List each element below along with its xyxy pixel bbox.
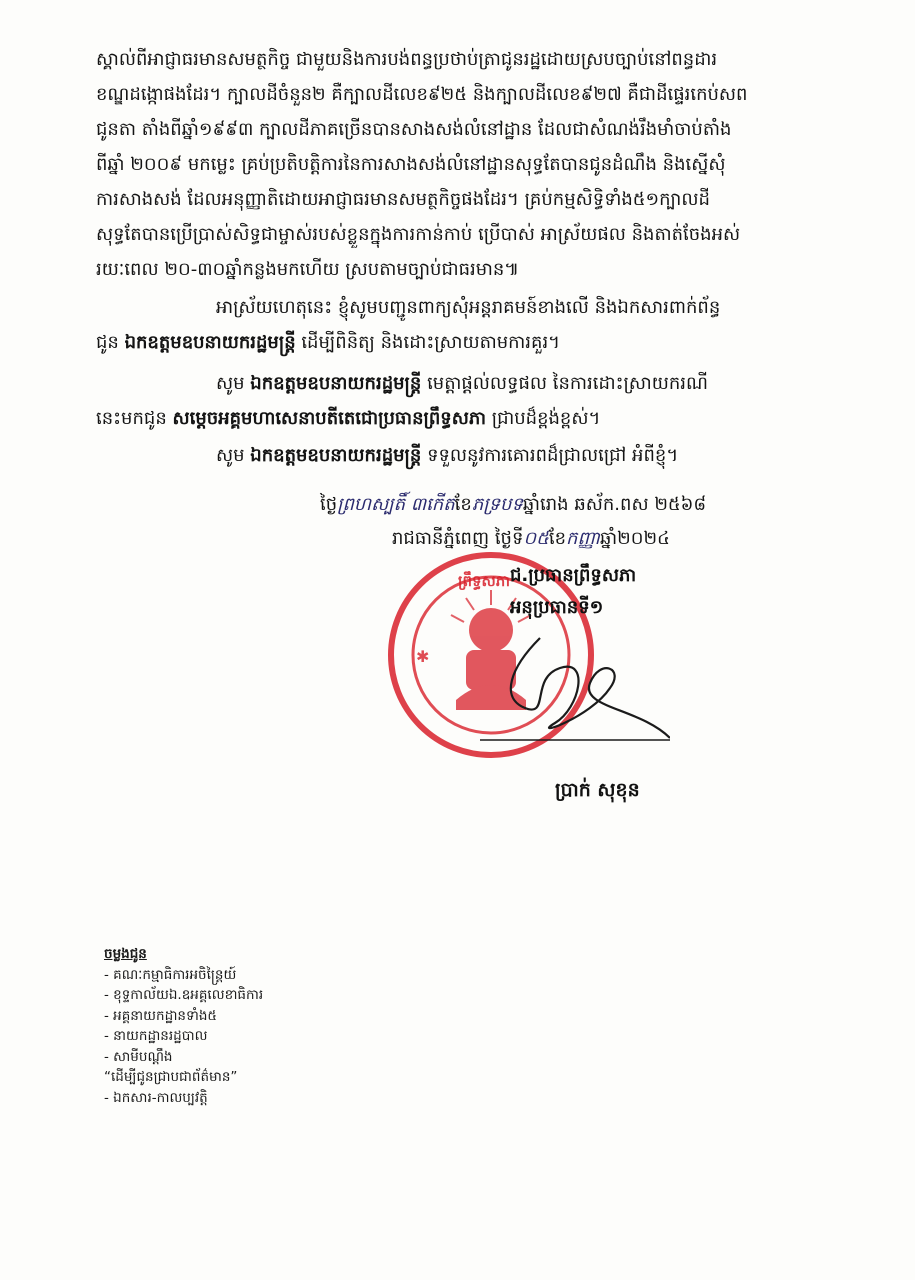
text-line	[96, 366, 708, 401]
list-item: - ឯកសារ-កាលប្បវត្តិ	[104, 1089, 208, 1106]
text-span: នេះមកជូន	[96, 408, 173, 429]
cc-items	[104, 965, 263, 1109]
handwritten-signature	[470, 628, 670, 748]
cc-title: ចម្លងជូន	[104, 946, 147, 962]
list-item: - ខុទ្ទកាល័យឯ.ឧអគ្គលេខាធិការ	[104, 987, 264, 1003]
lunar-date	[320, 488, 706, 521]
text-span: សូម	[216, 445, 251, 466]
text-span: សូម	[216, 373, 251, 394]
text-span: ដើម្បីពិនិត្យ និងដោះស្រាយតាមការគួរ។	[295, 332, 561, 353]
svg-text:✱: ✱	[416, 647, 430, 666]
body-paragraph-1	[96, 42, 747, 287]
text-span: ថ្ងៃ	[320, 494, 338, 515]
text-span: ជូន	[96, 332, 125, 353]
body-paragraph-2	[96, 290, 720, 360]
text-line: ជូនតា តាំងពីឆ្នាំ១៩៩៣ ក្បាលដីភាគច្រើនបានសាងសង់លំនៅដ្ឋាន ដែលជាសំណង់រឹងមាំចាប់តាំង	[96, 119, 732, 140]
text-line: ពីឆ្នាំ ២០០៩ មកម្លេះ គ្រប់ប្រតិបត្តិការនៃការសាងសង់លំនៅដ្ឋានសុទ្ធតែបានជូនដំណឹង និងស្នើសុំ	[96, 154, 726, 175]
text-line: សុទ្ធតែបានប្រើប្រាស់សិទ្ធជាម្ចាស់របស់ខ្លួនក្នុងការកាន់កាប់ ប្រើបាស់ អាស្រ័យផល និងតាត់ចែងអស់	[96, 224, 741, 245]
text-span: ទទួលនូវការគោរពដ៏ជ្រាលជ្រៅ អំពីខ្ញុំ។	[421, 445, 679, 466]
text-line	[96, 438, 678, 473]
text-line: ការសាងសង់ ដែលអនុញ្ញាតិដោយអាជ្ញាធរមានសមត្ថកិច្ចផងដែរ។ គ្រប់កម្មសិទ្ធិទាំង៥១ក្បាលដី	[96, 189, 710, 210]
text-line: អាស្រ័យហេតុនេះ ខ្ញុំសូមបញ្ជូនពាក្យសុំអន្តរាគមន៍ខាងលើ និងឯកសារពាក់ព័ន្ធ	[216, 297, 721, 318]
text-line	[96, 401, 708, 436]
text-line: ខណ្ឌដង្កោផងដែរ។ ក្បាលដីចំនួន២ គឺក្បាលដីលេខ៩២៥ និងក្បាលដីលេខ៩២៧ គឺជាដីផ្ទេរកេប់សព	[96, 84, 748, 105]
cc-list	[104, 944, 263, 1108]
text-line: ស្គាល់ពីអាជ្ញាធរមានសមត្ថកិច្ច ជាមួយនិងការបង់ពន្ធប្រថាប់ត្រាជូនរដ្ឋដោយស្របច្បាប់នៅពន្ធដារ	[96, 49, 718, 70]
text-line: រយៈពេល ២០-៣០ឆ្នាំកន្លងមកហើយ ស្របតាមច្បាប់ជាធរមាន៕	[96, 259, 520, 280]
list-item: - គណៈកម្មាធិការអចិន្ត្រៃយ៍	[104, 966, 237, 983]
addressee-bold: ឯកឧត្តមឧបនាយករដ្ឋមន្ត្រី	[124, 332, 296, 353]
seal-text: ព្រឹទ្ធសភា	[458, 572, 511, 590]
handwritten-field: កញ្ញា	[566, 528, 600, 549]
text-span: មេត្តាផ្តល់លទ្ធផល នៃការដោះស្រាយករណី	[421, 373, 708, 394]
addressee-bold: សម្តេចអគ្គមហាសេនាបតីតេជោប្រធានព្រឹទ្ធសភា	[172, 408, 486, 429]
signatory-title-line2: អនុប្រធានទី១	[510, 597, 604, 618]
text-span: ខែ	[548, 528, 567, 549]
text-span: ខែ	[454, 494, 472, 515]
text-line	[96, 325, 720, 360]
signatory-title-line1: ជ.ប្រធានព្រឹទ្ធសភា	[510, 565, 637, 586]
list-item: - នាយកដ្ឋានរដ្ឋបាល	[104, 1028, 208, 1044]
text-span: ជ្រាបដ៏ខ្ពង់ខ្ពស់។	[486, 408, 601, 429]
list-item: - សាមីបណ្តឹង	[104, 1048, 173, 1065]
text-span: ឆ្នាំរោង ឆស័ក.ពស ២៥៦៨	[522, 494, 707, 515]
handwritten-field: ភទ្របទ	[471, 494, 523, 515]
body-paragraph-4	[96, 438, 678, 473]
text-span: ឆ្នាំ២០២៤	[599, 528, 670, 549]
body-paragraph-3	[96, 366, 708, 436]
signatory-name: ប្រាក់ សុខុន	[555, 779, 640, 801]
list-item: - អគ្គនាយកដ្ឋានទាំង៥	[104, 1007, 217, 1024]
addressee-bold: ឯកឧត្តមឧបនាយករដ្ឋមន្ត្រី	[250, 445, 422, 466]
list-item: “ដើម្បីជូនជ្រាបជាព័ត៌មាន”	[104, 1069, 238, 1085]
addressee-bold: ឯកឧត្តមឧបនាយករដ្ឋមន្ត្រី	[250, 373, 422, 394]
handwritten-field: ព្រហស្បតិ៍ ៣កើត	[337, 494, 455, 515]
text-line	[320, 488, 706, 521]
handwritten-field: ០៥	[523, 528, 549, 549]
signatory-title	[510, 560, 636, 624]
text-span: រាជធានីភ្នំពេញ ថ្ងៃទី	[392, 528, 524, 549]
